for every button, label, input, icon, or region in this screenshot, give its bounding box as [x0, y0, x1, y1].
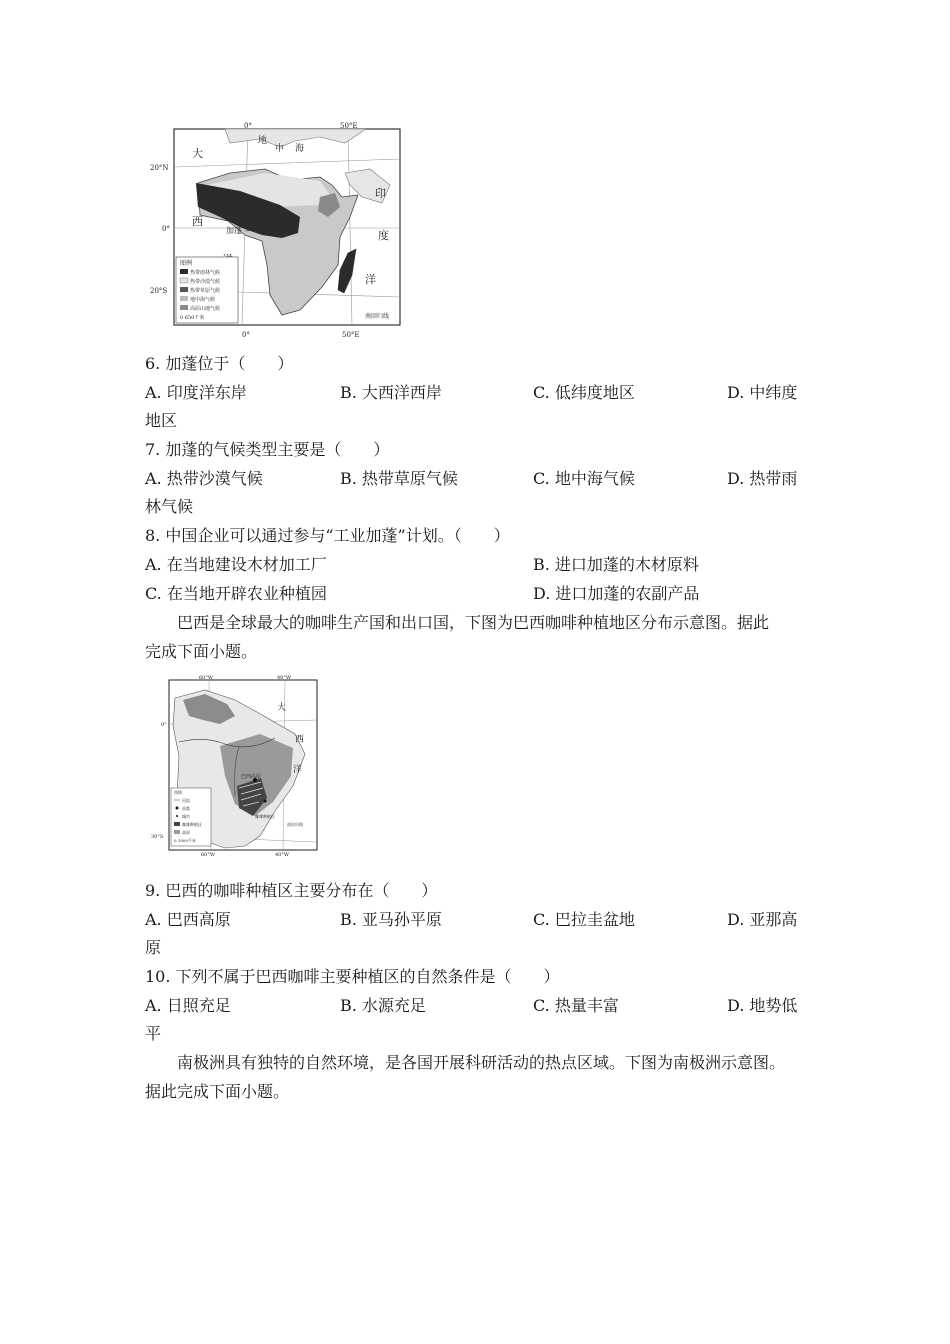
- ocean-label: 洋: [293, 765, 303, 775]
- q7-option-d[interactable]: D. 热带雨: [727, 469, 798, 488]
- lat-label-left-20n: 20°N: [150, 164, 169, 172]
- legend-item: 高原山地气候: [190, 306, 221, 312]
- lat-label-left-30s: 30°S: [151, 834, 164, 840]
- brazil-passage-line-1: 巴西是全球最大的咖啡生产国和出口国，下图为巴西咖啡种植地区分布示意图。据此: [177, 613, 770, 632]
- lat-label-left-0: 0°: [161, 722, 167, 728]
- question-10-stem: 10. 下列不属于巴西咖啡主要种植区的自然条件是（ ）: [145, 967, 560, 986]
- sea-label: 海: [295, 144, 305, 154]
- ocean-label: 西: [295, 735, 305, 745]
- legend-scale: 0 650千米: [180, 315, 205, 321]
- q6-option-c[interactable]: C. 低纬度地区: [533, 383, 635, 402]
- lon-label-top-40w: 40°W: [277, 675, 292, 681]
- ocean-label: 洋: [365, 273, 376, 286]
- ocean-label: 大: [277, 703, 287, 713]
- lon-label-top-50e: 50°E: [340, 122, 358, 130]
- q9-option-d[interactable]: D. 亚那高: [727, 910, 798, 929]
- legend-item: 热带草原气候: [190, 288, 221, 294]
- q8-option-b[interactable]: B. 进口加蓬的木材原料: [533, 555, 699, 574]
- legend-item: 热带沙漠气候: [190, 279, 221, 285]
- q10-option-d-wrap: 平: [145, 1024, 162, 1043]
- ocean-label: 印: [375, 187, 386, 200]
- lat-label-left-0: 0°: [162, 225, 170, 233]
- legend-item: 首都: [182, 806, 190, 811]
- q9-option-d-wrap: 原: [145, 938, 162, 957]
- q10-option-b[interactable]: B. 水源充足: [340, 996, 426, 1015]
- q7-option-c[interactable]: C. 地中海气候: [533, 469, 635, 488]
- tropic-label: 南回归线: [287, 822, 303, 827]
- tropic-label: 南回归线: [365, 313, 390, 320]
- legend-title: 图例: [174, 790, 182, 795]
- lat-label-left-20s: 20°S: [150, 287, 168, 295]
- lon-label-top-60w: 60°W: [199, 675, 214, 681]
- legend-title: 图例: [180, 260, 193, 267]
- q9-option-b[interactable]: B. 亚马孙平原: [340, 910, 442, 929]
- q8-option-c[interactable]: C. 在当地开辟农业种植园: [145, 584, 327, 603]
- q8-option-a[interactable]: A. 在当地建设木材加工厂: [145, 555, 327, 574]
- ocean-label: 度: [378, 229, 389, 242]
- legend-item: 河流: [182, 798, 190, 803]
- region-label: 巴西高原: [241, 774, 262, 780]
- q7-option-b[interactable]: B. 热带草原气候: [340, 469, 458, 488]
- legend-item: 城市: [182, 814, 190, 819]
- ocean-label: 西: [192, 215, 203, 228]
- q6-option-b[interactable]: B. 大西洋西岸: [340, 383, 442, 402]
- q10-option-c[interactable]: C. 热量丰富: [533, 996, 619, 1015]
- legend-item: 热带雨林气候: [190, 270, 221, 276]
- region-label: 咖啡种植区: [255, 814, 275, 819]
- ocean-label: 大: [192, 147, 203, 160]
- question-8-stem: 8. 中国企业可以通过参与“工业加蓬”计划。（ ）: [145, 526, 510, 545]
- lon-label-bottom-60w: 60°W: [201, 852, 216, 858]
- q7-option-a[interactable]: A. 热带沙漠气候: [145, 469, 263, 488]
- q6-option-d-wrap: 地区: [145, 411, 178, 430]
- gabon-label: 加蓬: [226, 226, 242, 235]
- q9-option-a[interactable]: A. 巴西高原: [145, 910, 231, 929]
- sea-label: 中: [275, 144, 285, 154]
- legend-item: 咖啡种植区: [182, 822, 202, 827]
- legend-item: 高原: [182, 830, 190, 835]
- lon-label-bottom-50e: 50°E: [342, 331, 360, 339]
- q10-option-a[interactable]: A. 日照充足: [145, 996, 231, 1015]
- q6-option-a[interactable]: A. 印度洋东岸: [145, 383, 247, 402]
- q7-option-d-wrap: 林气候: [145, 497, 194, 516]
- q6-option-d[interactable]: D. 中纬度: [727, 383, 798, 402]
- map1-legend: [176, 257, 238, 323]
- question-9-stem: 9. 巴西的咖啡种植区主要分布在（ ）: [145, 881, 438, 900]
- q8-option-d[interactable]: D. 进口加蓬的农副产品: [533, 584, 700, 603]
- q10-option-d[interactable]: D. 地势低: [727, 996, 798, 1015]
- antarctica-passage-line-2: 据此完成下面小题。: [145, 1082, 290, 1101]
- antarctica-passage-line-1: 南极洲具有独特的自然环境，是各国开展科研活动的热点区域。下图为南极洲示意图。: [177, 1053, 786, 1072]
- question-7-stem: 7. 加蓬的气候类型主要是（ ）: [145, 440, 390, 459]
- q9-option-c[interactable]: C. 巴拉圭盆地: [533, 910, 635, 929]
- brazil-coffee-map: [151, 675, 325, 858]
- africa-climate-map: [150, 122, 410, 339]
- sea-label: 地: [258, 136, 268, 146]
- lon-label-bottom-0: 0°: [242, 331, 250, 339]
- legend-scale: 0 1000千米: [174, 838, 196, 843]
- lon-label-bottom-40w: 40°W: [275, 852, 290, 858]
- legend-item: 地中海气候: [190, 297, 216, 303]
- brazil-passage-line-2: 完成下面小题。: [145, 642, 258, 661]
- map2-legend: [171, 788, 211, 846]
- lon-label-top-0: 0°: [244, 122, 252, 130]
- question-6-stem: 6. 加蓬位于（ ）: [145, 354, 294, 373]
